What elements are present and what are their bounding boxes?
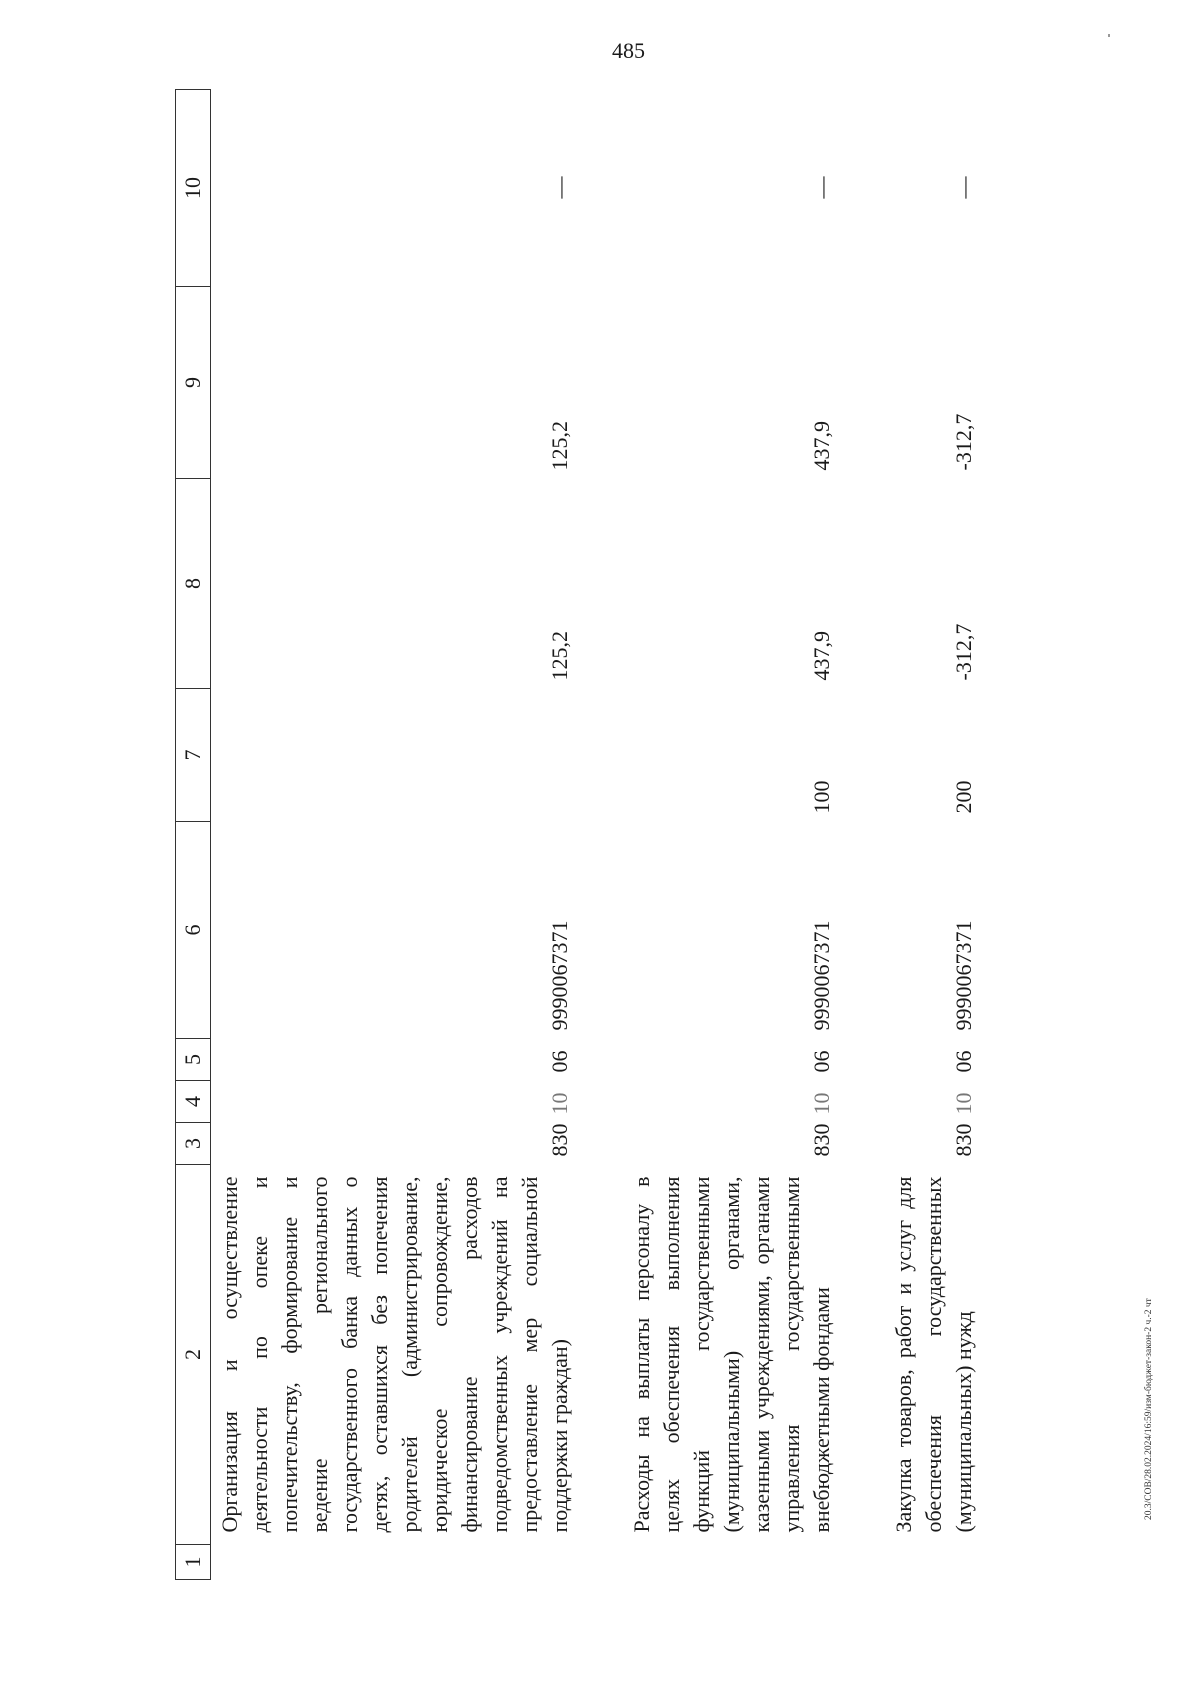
subsection-code: 06 — [809, 1050, 834, 1073]
table-row — [623, 90, 837, 1580]
table-row — [885, 90, 979, 1580]
ministry-code: 830 — [547, 1123, 572, 1157]
row-spacer — [837, 90, 885, 1580]
amount-col-9: 125,2 — [547, 421, 572, 471]
col-header-3: 3 — [176, 1123, 211, 1165]
section-code: 10 — [951, 1092, 976, 1115]
target-article-code: 9990067371 — [547, 920, 572, 1031]
expense-type-code: 100 — [809, 780, 834, 814]
row-number-cell — [211, 1545, 576, 1580]
scan-speck — [1108, 34, 1110, 37]
expense-description: Закупка товаров, работ и услуг для обеспечения государственных (муниципальных) нужд — [891, 1176, 976, 1533]
row-spacer — [575, 90, 623, 1580]
col-header-1: 1 — [176, 1545, 211, 1580]
expense-type-code — [211, 689, 576, 822]
footer-doc-reference: 20.3/СОВ/28.02.2024/16:59/изм-бюджет-закон-2 ч.-2 чт — [1144, 1298, 1154, 1520]
col-header-8: 8 — [176, 479, 211, 689]
expense-description: Расходы на выплаты персоналу в целях обеспечения выполнения функций государственными (муниципальными) органами, казенными учреждениями, органами управления государственными внебюджетными фондами — [629, 1176, 834, 1533]
target-article-code: 9990067371 — [951, 920, 976, 1031]
budget-table — [175, 89, 979, 1580]
table-row — [211, 90, 576, 1580]
row-number-cell — [885, 1545, 979, 1580]
row-number-cell — [623, 1545, 837, 1580]
amount-col-10: — — [547, 176, 572, 199]
amount-col-9: -312,7 — [951, 413, 976, 471]
page-number: 485 — [612, 38, 645, 63]
col-header-9: 9 — [176, 287, 211, 479]
col-header-5: 5 — [176, 1039, 211, 1081]
subsection-code: 06 — [547, 1050, 572, 1073]
rotated-budget-table — [175, 90, 979, 1580]
col-header-10: 10 — [176, 90, 211, 287]
subsection-code: 06 — [951, 1050, 976, 1073]
expense-description: Организация и осуществление деятельности по опеке и попечительству, формирование и ведение регионального государственного банка данных о детях, оставшихся без попечения родителей (администрирование, юридическое сопровождение, финансирование расходов подведомственных учреждений на предоставление мер социальной поддержки граждан) — [217, 1176, 572, 1533]
col-header-6: 6 — [176, 822, 211, 1039]
section-code: 10 — [547, 1092, 572, 1115]
col-header-2: 2 — [176, 1165, 211, 1545]
col-header-7: 7 — [176, 689, 211, 822]
ministry-code: 830 — [951, 1123, 976, 1157]
amount-col-8: 125,2 — [547, 631, 572, 681]
expense-type-code: 200 — [951, 780, 976, 814]
column-number-header-row — [176, 90, 211, 1580]
ministry-code: 830 — [809, 1123, 834, 1157]
target-article-code: 9990067371 — [809, 920, 834, 1031]
amount-col-10: — — [951, 176, 976, 199]
amount-col-9: 437,9 — [809, 421, 834, 471]
col-header-4: 4 — [176, 1081, 211, 1123]
section-code: 10 — [809, 1092, 834, 1115]
amount-col-8: 437,9 — [809, 631, 834, 681]
amount-col-10: — — [809, 176, 834, 199]
amount-col-8: -312,7 — [951, 623, 976, 681]
